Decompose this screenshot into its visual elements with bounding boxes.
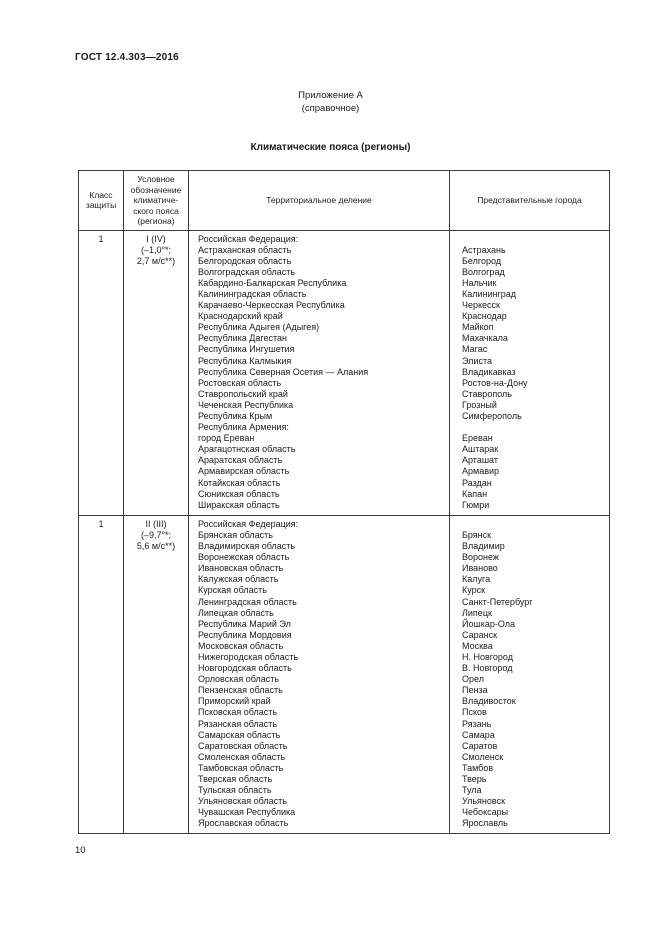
territory-line: Республика Мордовия [198, 629, 292, 640]
city-line: Санкт-Петербург [462, 596, 533, 607]
territory-line: Тамбовская область [198, 762, 284, 773]
territory-line: Арагацотнская область [198, 444, 296, 455]
city-line: Смоленск [462, 751, 504, 762]
territory-line: Республика Марий Эл [198, 618, 291, 629]
city-line: Пенза [462, 685, 488, 696]
territory-line: Ростовская область [198, 377, 282, 388]
header-representative-cities: Представительные города [450, 171, 610, 231]
territory-line: Республика Дагестан [198, 333, 287, 344]
territory-line: Курская область [198, 585, 267, 596]
zone-line: (–9,7°*; [140, 529, 172, 540]
city-line: Тверь [462, 774, 487, 784]
territory-line: город Ереван [198, 433, 255, 444]
header-row [79, 171, 610, 231]
territory-line: Нижегородская область [198, 651, 299, 662]
climate-zone-cell [124, 230, 189, 515]
table-title: Климатические пояса (регионы) [250, 142, 411, 153]
city-line: Владивосток [462, 696, 516, 707]
territory-line: Орловская область [198, 674, 280, 685]
city-line: Владикавказ [462, 366, 516, 377]
zone-line: I (IV) [146, 233, 166, 244]
territory-line: Псковская область [198, 707, 278, 718]
city-line: Магас [462, 344, 488, 355]
city-line: Нальчик [462, 277, 497, 288]
city-line [450, 519, 609, 530]
territory-line: Пензенская область [198, 685, 283, 696]
territory-line: Калининградская область [198, 288, 307, 299]
territory-line: Чеченская Республика [198, 399, 294, 410]
city-line: Ростов-на-Дону [462, 377, 528, 388]
territory-line: Ширакская область [198, 499, 280, 510]
city-line: В. Новгород [462, 663, 513, 674]
city-line: Йошкар-Ола [462, 618, 515, 629]
city-line: Волгоград [462, 266, 505, 277]
city-line: Армавир [462, 466, 500, 477]
city-line: Симферополь [462, 411, 522, 421]
city-line: Иваново [462, 563, 498, 574]
city-line: Самара [462, 729, 495, 740]
territory-line: Ивановская область [198, 563, 284, 574]
territory-line: Ставропольский край [198, 388, 288, 399]
city-line: Элиста [462, 355, 492, 366]
territory-line: Приморский край [198, 696, 271, 707]
zone-line: 2,7 м/с**) [136, 255, 176, 266]
city-line: Брянск [462, 529, 492, 540]
territory-line: Сюникская область [198, 488, 280, 499]
territory-line: Воронежская область [198, 552, 290, 563]
territory-line: Котайкская область [198, 477, 281, 488]
table-body [79, 230, 610, 834]
city-line: Белгород [462, 255, 502, 266]
city-line: Ереван [462, 433, 493, 444]
city-line: Орел [462, 674, 484, 685]
city-line: Махачкала [462, 333, 508, 344]
territory-cell [189, 230, 450, 515]
climate-table [78, 170, 610, 834]
city-line: Ставрополь [462, 388, 512, 399]
territory-line: Республика Адыгея (Адыгея) [198, 322, 320, 333]
header-protection-class: Класс защиты [79, 171, 124, 231]
appendix-subtitle: (справочное) [301, 103, 360, 114]
city-line: Гюмри [462, 499, 490, 510]
city-line: Москва [462, 640, 493, 651]
city-line: Тула [462, 785, 482, 796]
territory-line: Волгоградская область [198, 266, 296, 277]
city-line: Ульяновск [462, 796, 506, 807]
city-line: Астрахань [462, 244, 506, 255]
territory-line: Республика Калмыкия [198, 355, 292, 366]
zone-line: II (III) [145, 518, 167, 529]
territory-line: Самарская область [198, 729, 281, 740]
territory-line: Ульяновская область [198, 796, 287, 807]
city-line: Тамбов [462, 762, 494, 773]
city-line: Майкоп [462, 322, 494, 333]
city-line: Ярославль [462, 818, 508, 829]
territory-line: Смоленская область [198, 751, 286, 762]
protection-class-cell: 1 [79, 515, 124, 834]
territory-line: Республика Крым [198, 411, 273, 421]
appendix-heading [0, 89, 661, 115]
appendix-title: Приложение А [298, 90, 363, 101]
city-line: Воронеж [462, 552, 499, 563]
territory-line: Новгородская область [198, 663, 292, 674]
territory-line: Республика Ингушетия [198, 344, 295, 355]
territory-line: Чувашская Республика [198, 807, 296, 818]
zone-line: (–1,0°*; [140, 244, 172, 255]
territory-line: Краснодарский край [198, 311, 283, 322]
territory-line: Республика Северная Осетия — Алания [198, 366, 369, 377]
territory-line: Астраханская область [198, 244, 292, 255]
territory-line: Липецкая область [198, 607, 274, 618]
city-line [450, 234, 609, 245]
city-line: Саратов [462, 740, 498, 751]
territory-line: Араратская область [198, 455, 283, 466]
city-line: Чебоксары [462, 807, 509, 818]
territory-line: Армавирская область [198, 466, 290, 477]
city-line: Арташат [462, 455, 498, 466]
doc-number: ГОСТ 12.4.303—2016 [75, 52, 179, 63]
territory-line: Российская Федерация: [198, 518, 299, 529]
city-line: Псков [462, 707, 487, 718]
header-territorial-division: Территориальное деление [189, 171, 450, 231]
territory-line: Тульская область [198, 785, 272, 796]
city-line: Н. Новгород [462, 651, 513, 662]
territory-line: Республика Армения: [198, 422, 289, 433]
protection-class-cell: 1 [79, 230, 124, 515]
city-line: Черкесск [462, 300, 500, 311]
territory-cell [189, 515, 450, 834]
territory-line: Российская Федерация: [198, 233, 299, 244]
city-line [450, 422, 609, 433]
city-line: Краснодар [462, 311, 507, 322]
territory-line: Брянская область [198, 529, 273, 540]
header-climate-designation: Условное обозначение климатиче-ского пояса (региона) [124, 171, 189, 231]
city-line: Грозный [462, 399, 497, 410]
territory-line: Саратовская область [198, 740, 288, 751]
territory-line: Белгородская область [198, 255, 292, 266]
city-line: Владимир [462, 541, 505, 552]
territory-line: Тверская область [198, 774, 273, 784]
zone-line: 5,6 м/с**) [136, 541, 176, 552]
territory-line: Ярославская область [198, 818, 289, 829]
city-line: Рязань [462, 718, 492, 729]
cities-cell [450, 515, 610, 834]
city-line: Саранск [462, 629, 498, 640]
territory-line: Владимирская область [198, 541, 296, 552]
territory-line: Ленинградская область [198, 596, 297, 607]
city-line: Аштарак [462, 444, 499, 455]
table-row [79, 515, 610, 834]
city-line: Капан [462, 488, 488, 499]
city-line: Липецк [462, 607, 492, 618]
city-line: Калуга [462, 574, 491, 585]
territory-line: Рязанская область [198, 718, 278, 729]
territory-line: Кабардино-Балкарская Республика [198, 277, 347, 288]
territory-line: Карачаево-Черкесская Республика [198, 300, 345, 311]
city-line: Курск [462, 585, 486, 596]
table-row [79, 230, 610, 515]
territory-line: Московская область [198, 640, 284, 651]
cities-cell [450, 230, 610, 515]
climate-zone-cell [124, 515, 189, 834]
city-line: Раздан [462, 477, 492, 488]
page-number: 10 [75, 845, 86, 856]
territory-line: Калужская область [198, 574, 279, 585]
city-line: Калининград [462, 288, 517, 299]
